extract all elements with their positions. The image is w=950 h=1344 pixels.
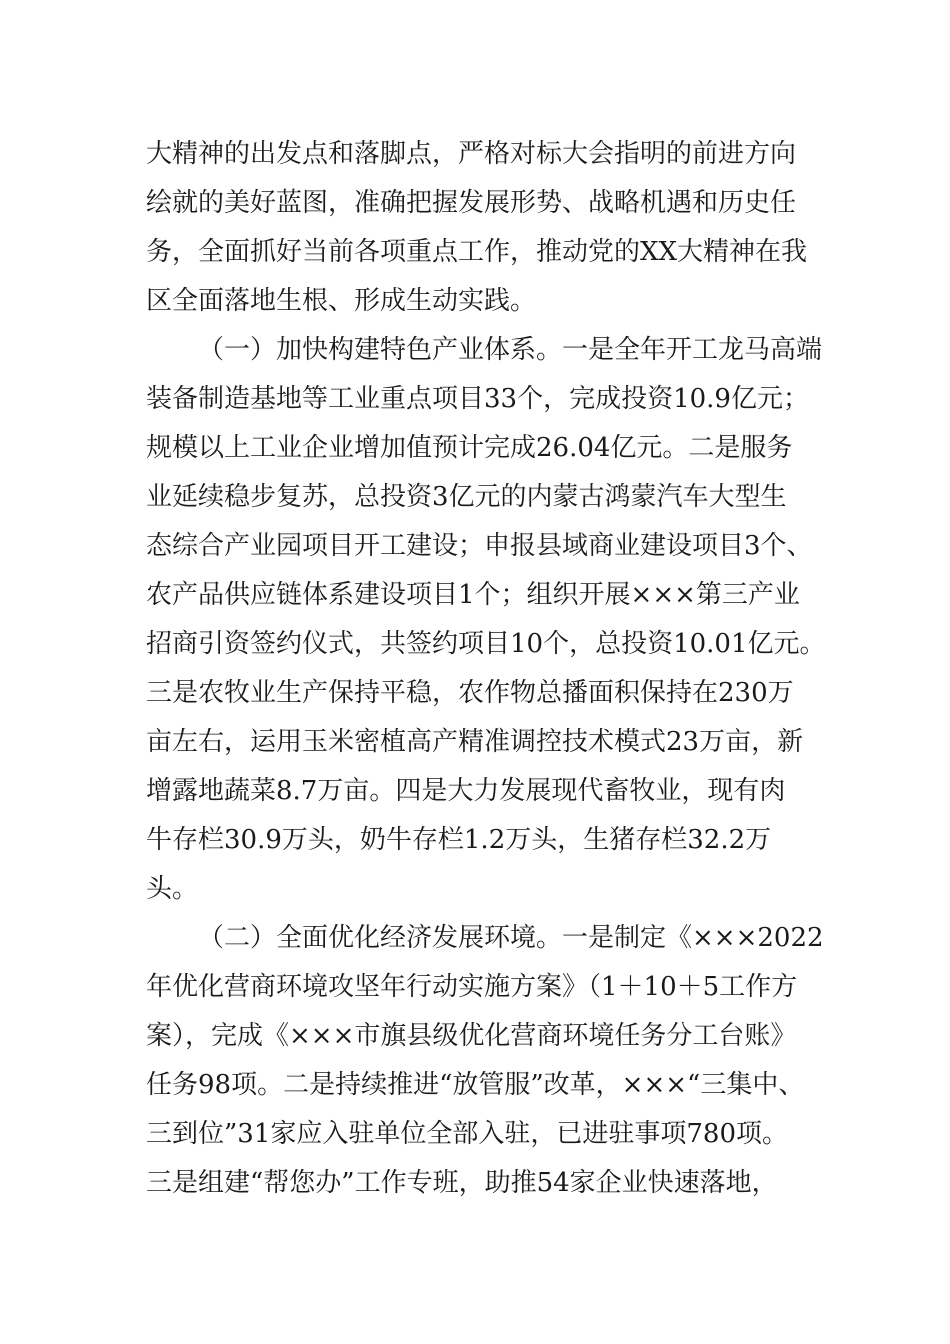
text-line: 年优化营商环境攻坚年行动实施方案》（1＋10＋5工作方 — [146, 972, 798, 1002]
text-line: 态综合产业园项目开工建设；申报县域商业建设项目3个、 — [146, 531, 813, 561]
section-heading-line: （一）加快构建特色产业体系。一是全年开工龙马高端 — [198, 335, 823, 365]
text-line: 牛存栏30.9万头，奶牛存栏1.2万头，生猪存栏32.2万 — [146, 825, 772, 855]
text-line: 规模以上工业企业增加值预计完成26.04亿元。二是服务 — [146, 433, 793, 463]
text-line: 三是组建“帮您办”工作专班，助推54家企业快速落地， — [146, 1168, 778, 1198]
text-line: 农产品供应链体系建设项目1个；组织开展×××第三产业 — [146, 580, 800, 610]
section-heading-line: （二）全面优化经济发展环境。一是制定《×××2022 — [198, 923, 824, 953]
text-line: 区全面落地生根、形成生动实践。 — [146, 286, 537, 316]
body-text — [146, 130, 826, 1208]
text-line: 绘就的美好蓝图，准确把握发展形势、战略机遇和历史任 — [146, 188, 797, 218]
text-line: 三到位”31家应入驻单位全部入驻，已进驻事项780项。 — [146, 1119, 789, 1149]
text-line: 三是农牧业生产保持平稳，农作物总播面积保持在230万 — [146, 678, 794, 708]
text-line: 增露地蔬菜8.7万亩。四是大力发展现代畜牧业，现有肉 — [146, 776, 786, 806]
text-line: 大精神的出发点和落脚点，严格对标大会指明的前进方向 — [146, 139, 797, 169]
text-line: 招商引资签约仪式，共签约项目10个，总投资10.01亿元。 — [146, 629, 826, 659]
text-line: 案），完成《×××市旗县级优化营商环境任务分工台账》 — [146, 1021, 797, 1051]
text-line: 装备制造基地等工业重点项目33个，完成投资10.9亿元； — [146, 384, 809, 414]
text-line: 亩左右，运用玉米密植高产精准调控技术模式23万亩，新 — [146, 727, 804, 757]
text-line: 务，全面抓好当前各项重点工作，推动党的XX大精神在我 — [146, 237, 808, 267]
text-line: 业延续稳步复苏，总投资3亿元的内蒙古鸿蒙汽车大型生 — [146, 482, 787, 512]
text-line: 任务98项。二是持续推进“放管服”改革，×××“三集中、 — [146, 1070, 805, 1100]
text-line: 头。 — [146, 874, 199, 904]
